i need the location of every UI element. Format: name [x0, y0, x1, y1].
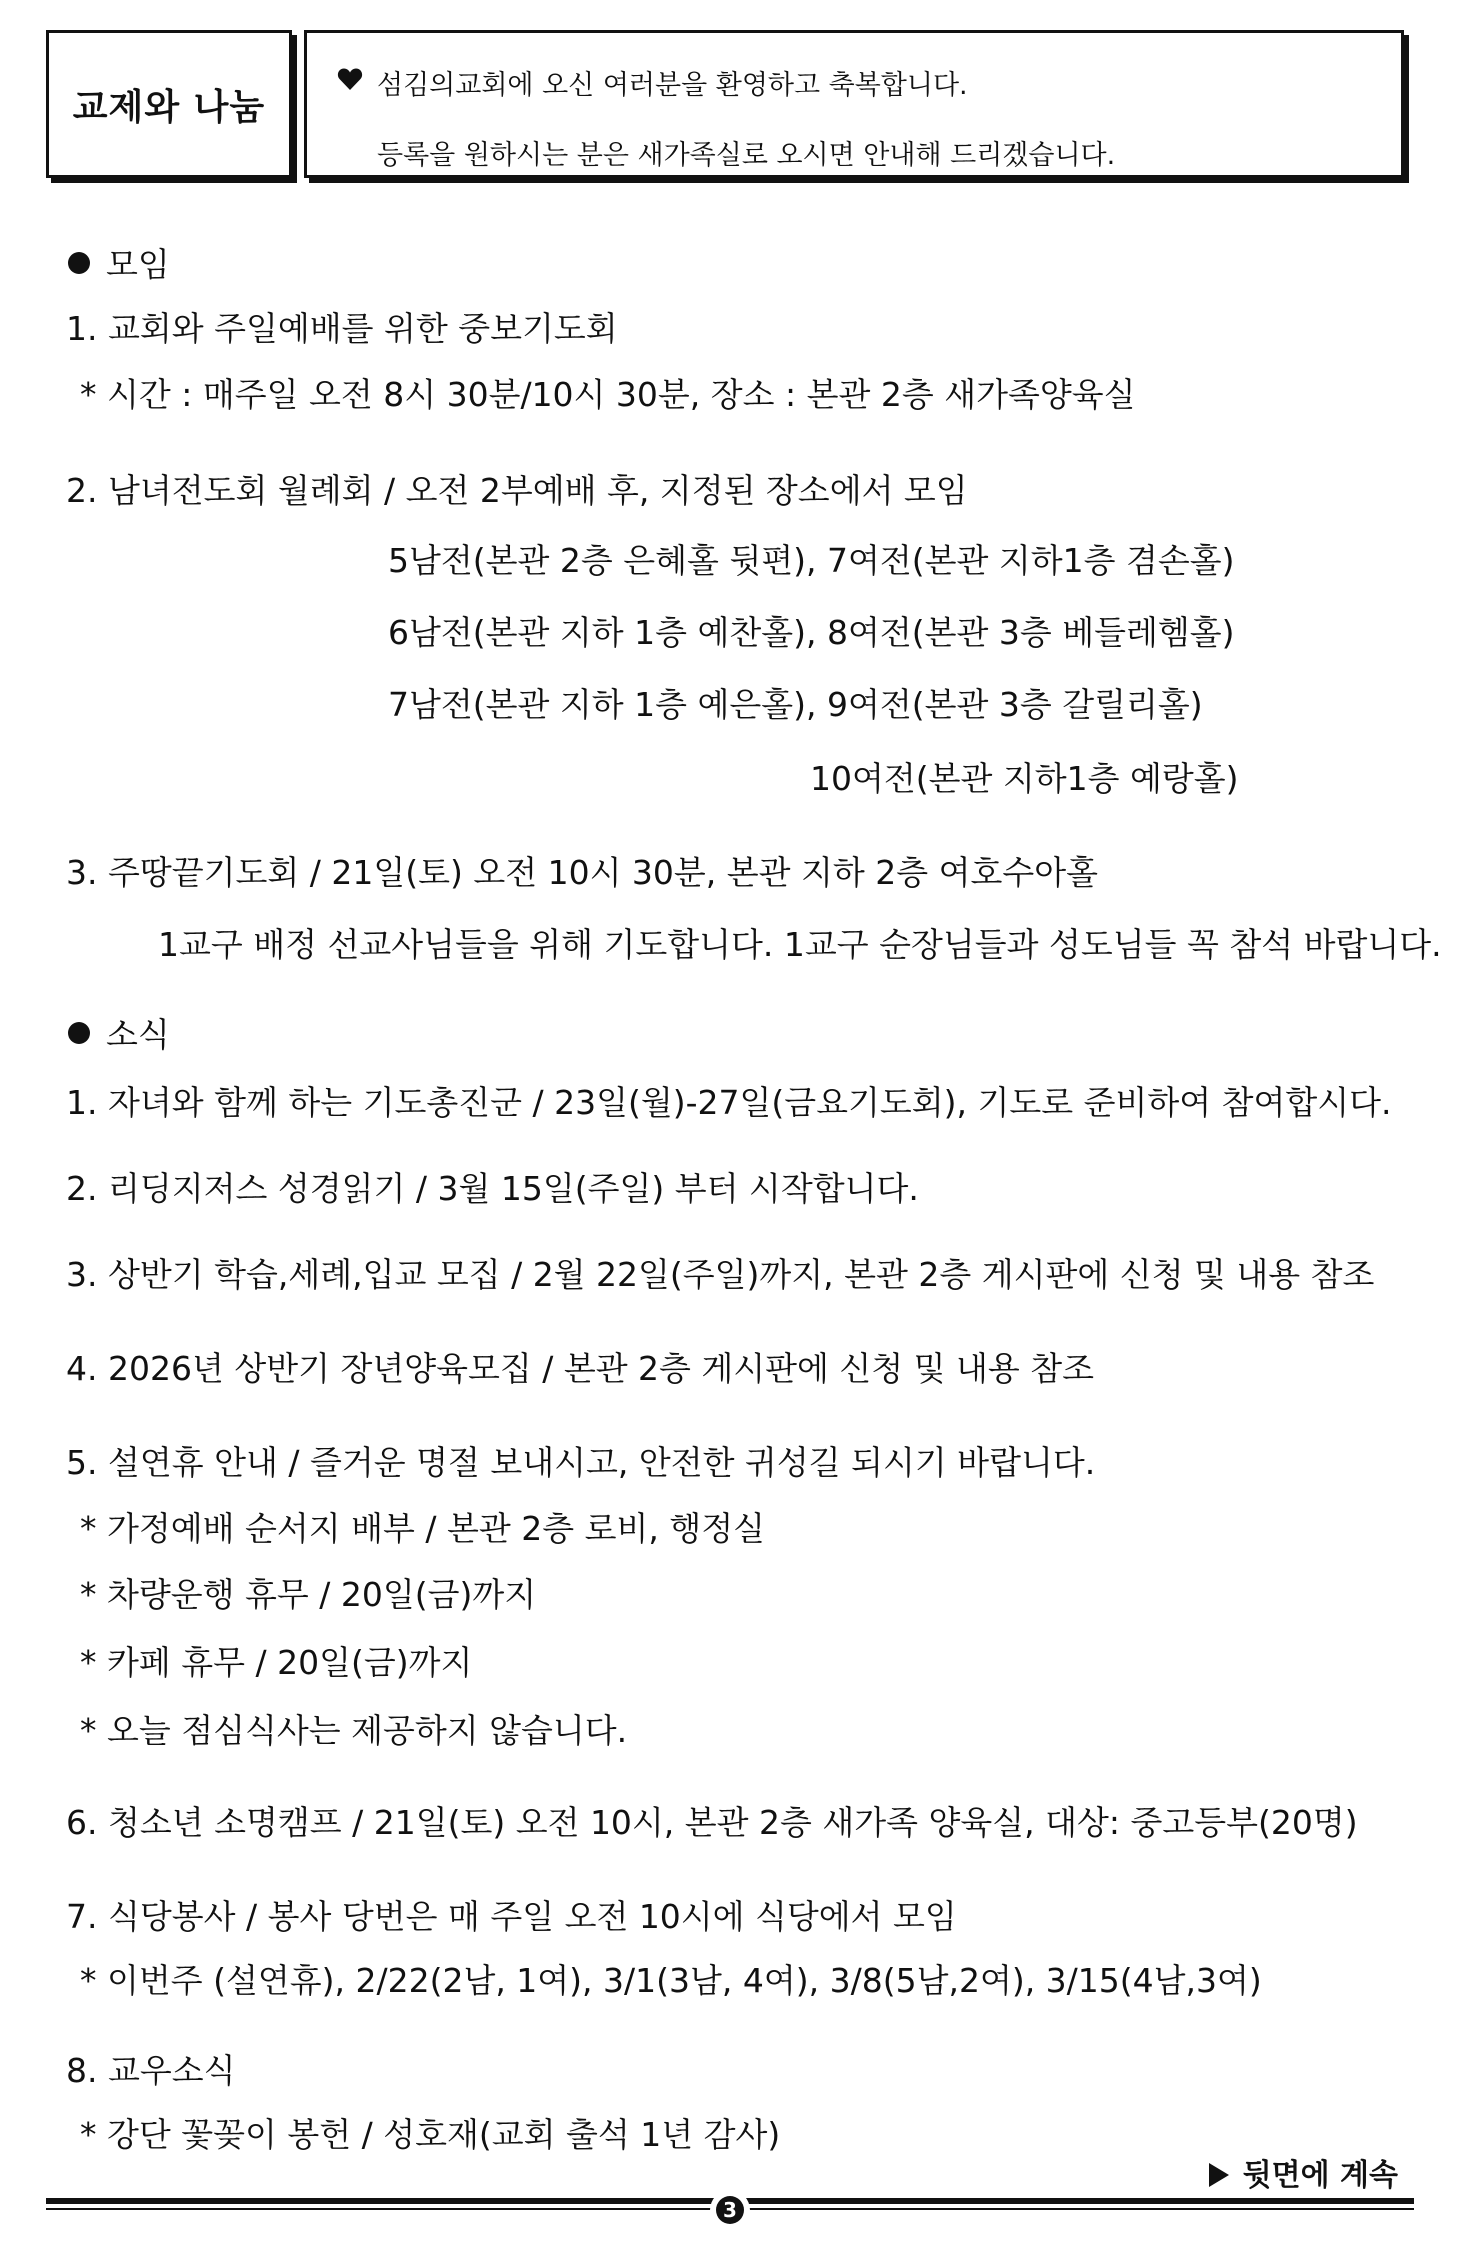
- section-title: 교제와 나눔: [72, 86, 266, 128]
- meetings-item-3: 3. 주땅끝기도회 / 21일(토) 오전 10시 30분, 본관 지하 2층 여호수아홀: [66, 853, 1099, 892]
- news-item-1: 1. 자녀와 함께 하는 기도총진군 / 23일(월)-27일(금요기도회), 기도로 준비하여 참여합시다.: [66, 1083, 1392, 1122]
- meetings-item-1-detail: * 시간 : 매주일 오전 8시 30분/10시 30분, 장소 : 본관 2층 새가족양육실: [80, 375, 1136, 414]
- triangle-right-icon: [1209, 2163, 1229, 2187]
- meetings-item-1: 1. 교회와 주일예배를 위한 중보기도회: [66, 309, 618, 348]
- news-item-8-detail: * 강단 꽃꽂이 봉헌 / 성호재(교회 출석 1년 감사): [80, 2115, 781, 2154]
- continue-note: [1209, 2150, 1398, 2194]
- meetings-item-3-detail: 1교구 배정 선교사님들을 위해 기도합니다. 1교구 순장님들과 성도님들 꼭 참석 바랍니다.: [158, 925, 1442, 964]
- meetings-item-2-location-1: 5남전(본관 2층 은혜홀 뒷편), 7여전(본관 지하1층 겸손홀): [388, 541, 1235, 580]
- news-item-6: 6. 청소년 소명캠프 / 21일(토) 오전 10시, 본관 2층 새가족 양육실, 대상: 중고등부(20명): [66, 1803, 1358, 1842]
- bullet-icon: [68, 1022, 90, 1044]
- news-item-8: 8. 교우소식: [66, 2051, 236, 2090]
- meetings-item-2-location-2: 6남전(본관 지하 1층 예찬홀), 8여전(본관 3층 베들레헴홀): [388, 613, 1235, 652]
- news-item-5-detail-4: * 오늘 점심식사는 제공하지 않습니다.: [80, 1711, 628, 1750]
- news-item-7: 7. 식당봉사 / 봉사 당번은 매 주일 오전 10시에 식당에서 모임: [66, 1897, 957, 1936]
- welcome-box: [304, 30, 1404, 178]
- news-item-4: 4. 2026년 상반기 장년양육모집 / 본관 2층 게시판에 신청 및 내용 참조: [66, 1349, 1095, 1388]
- meetings-heading-text: 모임: [106, 245, 170, 284]
- news-item-2: 2. 리딩지저스 성경읽기 / 3월 15일(주일) 부터 시작합니다.: [66, 1169, 919, 1208]
- meetings-item-2: 2. 남녀전도회 월례회 / 오전 2부예배 후, 지정된 장소에서 모임: [66, 471, 968, 510]
- news-heading-text: 소식: [106, 1015, 170, 1054]
- meetings-heading: [68, 245, 170, 284]
- section-title-box: [46, 30, 292, 178]
- meetings-item-2-location-3: 7남전(본관 지하 1층 예은홀), 9여전(본관 3층 갈릴리홀): [388, 685, 1203, 724]
- news-item-3: 3. 상반기 학습,세례,입교 모집 / 2월 22일(주일)까지, 본관 2층 게시판에 신청 및 내용 참조: [66, 1255, 1375, 1294]
- news-item-5: 5. 설연휴 안내 / 즐거운 명절 보내시고, 안전한 귀성길 되시기 바랍니다.: [66, 1443, 1096, 1482]
- bullet-icon: [68, 252, 90, 274]
- heart-icon: [337, 67, 363, 91]
- meetings-item-2-location-4: 10여전(본관 지하1층 예랑홀): [810, 759, 1239, 798]
- news-item-5-detail-3: * 카페 휴무 / 20일(금)까지: [80, 1643, 473, 1682]
- continue-text: 뒷면에 계속: [1242, 2158, 1398, 2193]
- page-number: 3: [716, 2196, 744, 2224]
- news-item-5-detail-1: * 가정예배 순서지 배부 / 본관 2층 로비, 행정실: [80, 1509, 765, 1548]
- news-heading: [68, 1015, 170, 1054]
- news-item-7-detail: * 이번주 (설연휴), 2/22(2남, 1여), 3/1(3남, 4여), 3/8(5남,2여), 3/15(4남,3여): [80, 1961, 1262, 2000]
- news-item-5-detail-2: * 차량운행 휴무 / 20일(금)까지: [80, 1575, 537, 1614]
- welcome-line-2: 등록을 원하시는 분은 새가족실로 오시면 안내해 드리겠습니다.: [377, 140, 1116, 171]
- welcome-line-1: 섬김의교회에 오신 여러분을 환영하고 축복합니다.: [377, 70, 968, 101]
